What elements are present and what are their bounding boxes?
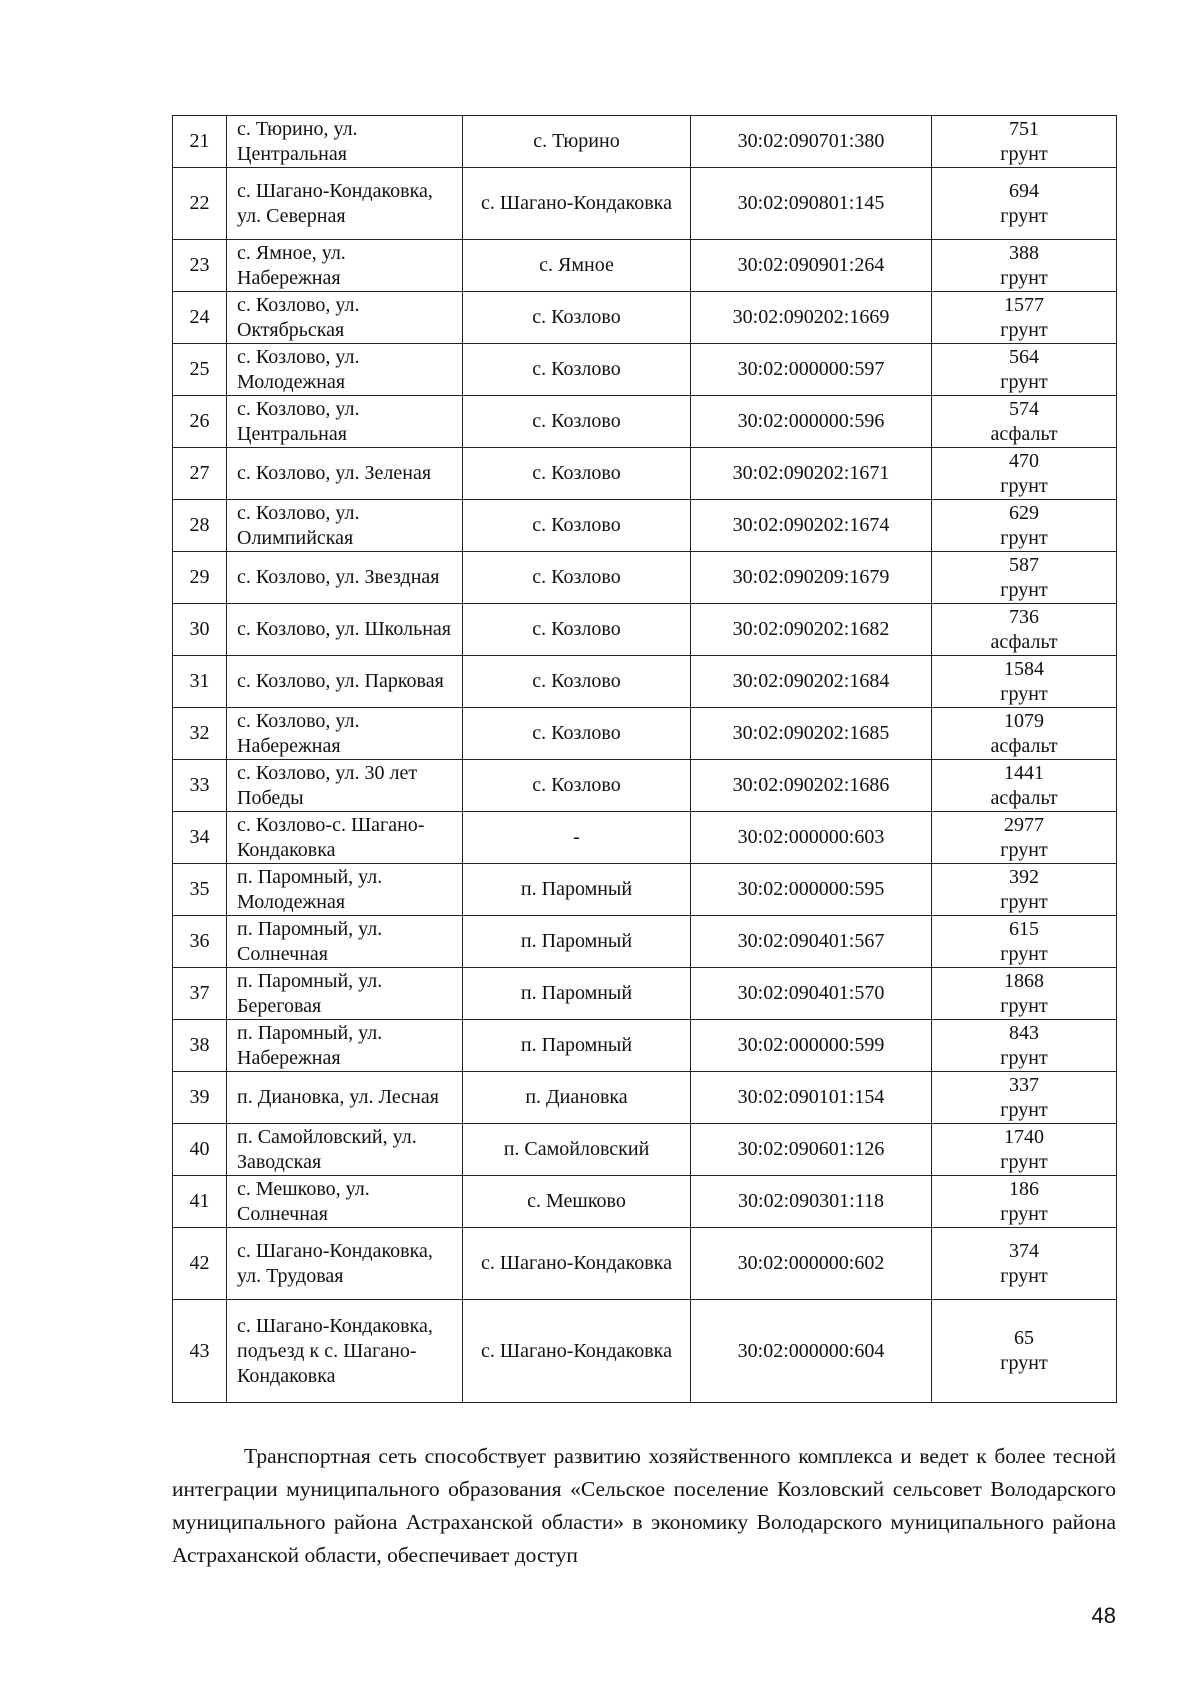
road-surface: грунт <box>1000 474 1048 497</box>
road-name: с. Козлово, ул. Олимпийская <box>227 500 463 552</box>
road-length-cell <box>932 1020 1117 1072</box>
road-name: с. Козлово, ул. Набережная <box>227 708 463 760</box>
table-row <box>173 760 1117 812</box>
settlement: с. Ямное <box>463 240 691 292</box>
settlement: с. Мешково <box>463 1176 691 1228</box>
cadastral-number: 30:02:000000:602 <box>691 1228 932 1300</box>
road-name: п. Паромный, ул. Береговая <box>227 968 463 1020</box>
road-length: 574 <box>1009 397 1039 420</box>
cadastral-number: 30:02:090202:1685 <box>691 708 932 760</box>
road-name: с. Ямное, ул. Набережная <box>227 240 463 292</box>
road-length-cell <box>932 1072 1117 1124</box>
body-paragraph: Транспортная сеть способствует развитию хозяйственного комплекса и ведет к более тесной интеграции муниципального образования «Сельское поселение Козловский сельсовет Володарского муниципального района Астраханской области» в экономику Володарского муниципального района Астраханской области, обеспечивает доступ <box>172 1444 1116 1567</box>
road-length-cell <box>932 1124 1117 1176</box>
road-length-cell <box>932 916 1117 968</box>
row-number: 34 <box>173 812 227 864</box>
table-row <box>173 292 1117 344</box>
road-length: 629 <box>1009 501 1039 524</box>
settlement: с. Козлово <box>463 604 691 656</box>
cadastral-number: 30:02:090202:1669 <box>691 292 932 344</box>
row-number: 24 <box>173 292 227 344</box>
settlement: п. Диановка <box>463 1072 691 1124</box>
table-row <box>173 116 1117 168</box>
settlement: с. Козлово <box>463 448 691 500</box>
row-number: 23 <box>173 240 227 292</box>
cadastral-number: 30:02:090202:1686 <box>691 760 932 812</box>
road-surface: грунт <box>1000 838 1048 861</box>
road-surface: грунт <box>1000 370 1048 393</box>
cadastral-number: 30:02:090209:1679 <box>691 552 932 604</box>
cadastral-number: 30:02:090401:567 <box>691 916 932 968</box>
road-length: 388 <box>1009 241 1039 264</box>
road-surface: грунт <box>1000 942 1048 965</box>
row-number: 41 <box>173 1176 227 1228</box>
cadastral-number: 30:02:090202:1684 <box>691 656 932 708</box>
cadastral-number: 30:02:090701:380 <box>691 116 932 168</box>
cadastral-number: 30:02:090901:264 <box>691 240 932 292</box>
settlement: п. Паромный <box>463 864 691 916</box>
road-surface: асфальт <box>990 786 1058 809</box>
table-row <box>173 1300 1117 1403</box>
table-row <box>173 1020 1117 1072</box>
road-surface: грунт <box>1000 1150 1048 1173</box>
road-length: 392 <box>1009 865 1039 888</box>
road-surface: грунт <box>1000 318 1048 341</box>
table-row <box>173 864 1117 916</box>
row-number: 21 <box>173 116 227 168</box>
road-surface: грунт <box>1000 682 1048 705</box>
cadastral-number: 30:02:000000:604 <box>691 1300 932 1403</box>
row-number: 22 <box>173 168 227 240</box>
road-surface: асфальт <box>990 422 1058 445</box>
road-length-cell <box>932 604 1117 656</box>
road-name: с. Шагано-Кондаковка, ул. Трудовая <box>227 1228 463 1300</box>
road-name: п. Паромный, ул. Солнечная <box>227 916 463 968</box>
road-name: с. Козлово, ул. Молодежная <box>227 344 463 396</box>
table-row <box>173 812 1117 864</box>
table-row <box>173 552 1117 604</box>
row-number: 33 <box>173 760 227 812</box>
road-length-cell <box>932 396 1117 448</box>
road-length: 1584 <box>1004 657 1044 680</box>
road-surface: грунт <box>1000 204 1048 227</box>
road-surface: грунт <box>1000 1202 1048 1225</box>
road-name: с. Мешково, ул. Солнечная <box>227 1176 463 1228</box>
road-length-cell <box>932 812 1117 864</box>
table-row <box>173 1176 1117 1228</box>
table-row <box>173 500 1117 552</box>
road-length-cell <box>932 1300 1117 1403</box>
table-row <box>173 708 1117 760</box>
road-length: 470 <box>1009 449 1039 472</box>
road-length-cell <box>932 760 1117 812</box>
row-number: 37 <box>173 968 227 1020</box>
road-name: с. Козлово, ул. Школьная <box>227 604 463 656</box>
row-number: 31 <box>173 656 227 708</box>
settlement: с. Козлово <box>463 292 691 344</box>
row-number: 36 <box>173 916 227 968</box>
row-number: 32 <box>173 708 227 760</box>
row-number: 28 <box>173 500 227 552</box>
cadastral-number: 30:02:000000:599 <box>691 1020 932 1072</box>
settlement: - <box>463 812 691 864</box>
road-length-cell <box>932 292 1117 344</box>
road-length-cell <box>932 968 1117 1020</box>
road-length-cell <box>932 864 1117 916</box>
settlement: п. Паромный <box>463 968 691 1020</box>
road-surface: грунт <box>1000 526 1048 549</box>
table-row <box>173 168 1117 240</box>
row-number: 29 <box>173 552 227 604</box>
settlement: с. Тюрино <box>463 116 691 168</box>
road-length-cell <box>932 344 1117 396</box>
road-name: с. Козлово, ул. Парковая <box>227 656 463 708</box>
road-length: 736 <box>1009 605 1039 628</box>
settlement: с. Козлово <box>463 656 691 708</box>
table-row <box>173 240 1117 292</box>
road-length-cell <box>932 448 1117 500</box>
road-surface: грунт <box>1000 994 1048 1017</box>
settlement: с. Козлово <box>463 708 691 760</box>
cadastral-number: 30:02:090801:145 <box>691 168 932 240</box>
road-length-cell <box>932 500 1117 552</box>
road-name: с. Козлово, ул. Центральная <box>227 396 463 448</box>
road-length: 337 <box>1009 1073 1039 1096</box>
settlement: с. Козлово <box>463 396 691 448</box>
row-number: 30 <box>173 604 227 656</box>
road-surface: грунт <box>1000 1098 1048 1121</box>
road-name: п. Паромный, ул. Набережная <box>227 1020 463 1072</box>
settlement: с. Шагано-Кондаковка <box>463 1300 691 1403</box>
road-surface: грунт <box>1000 1264 1048 1287</box>
cadastral-number: 30:02:090601:126 <box>691 1124 932 1176</box>
road-name: с. Козлово, ул. Звездная <box>227 552 463 604</box>
road-length: 694 <box>1009 179 1039 202</box>
road-surface: асфальт <box>990 630 1058 653</box>
cadastral-number: 30:02:000000:595 <box>691 864 932 916</box>
road-name: с. Тюрино, ул. Центральная <box>227 116 463 168</box>
cadastral-number: 30:02:000000:597 <box>691 344 932 396</box>
table-row <box>173 968 1117 1020</box>
road-name: с. Козлово, ул. Зеленая <box>227 448 463 500</box>
cadastral-number: 30:02:090301:118 <box>691 1176 932 1228</box>
road-length-cell <box>932 240 1117 292</box>
settlement: п. Самойловский <box>463 1124 691 1176</box>
road-surface: грунт <box>1000 1352 1048 1374</box>
road-name: п. Паромный, ул. Молодежная <box>227 864 463 916</box>
table-row <box>173 1072 1117 1124</box>
settlement: с. Козлово <box>463 552 691 604</box>
row-number: 40 <box>173 1124 227 1176</box>
road-name: с. Козлово, ул. Октябрьская <box>227 292 463 344</box>
settlement: п. Паромный <box>463 916 691 968</box>
row-number: 25 <box>173 344 227 396</box>
road-name: п. Диановка, ул. Лесная <box>227 1072 463 1124</box>
table-row <box>173 344 1117 396</box>
settlement: с. Козлово <box>463 760 691 812</box>
road-length: 1079 <box>1004 709 1044 732</box>
road-name: с. Шагано-Кондаковка, ул. Северная <box>227 168 463 240</box>
road-length-cell <box>932 168 1117 240</box>
table-row <box>173 916 1117 968</box>
settlement: с. Шагано-Кондаковка <box>463 1228 691 1300</box>
road-length: 1740 <box>1004 1125 1044 1148</box>
cadastral-number: 30:02:000000:603 <box>691 812 932 864</box>
road-length-cell <box>932 116 1117 168</box>
row-number: 35 <box>173 864 227 916</box>
road-name: п. Самойловский, ул. Заводская <box>227 1124 463 1176</box>
road-length-cell <box>932 552 1117 604</box>
row-number: 26 <box>173 396 227 448</box>
road-length: 186 <box>1009 1177 1039 1200</box>
road-length: 751 <box>1009 117 1039 140</box>
cadastral-number: 30:02:090202:1682 <box>691 604 932 656</box>
road-surface: грунт <box>1000 890 1048 913</box>
road-length: 65 <box>1014 1327 1034 1349</box>
settlement: с. Козлово <box>463 500 691 552</box>
row-number: 42 <box>173 1228 227 1300</box>
table-row <box>173 1228 1117 1300</box>
row-number: 43 <box>173 1300 227 1403</box>
road-length: 374 <box>1009 1239 1039 1262</box>
road-length: 1577 <box>1004 293 1044 316</box>
road-name: с. Шагано-Кондаковка, подъезд к с. Шагано-Кондаковка <box>227 1300 463 1403</box>
cadastral-number: 30:02:000000:596 <box>691 396 932 448</box>
cadastral-number: 30:02:090101:154 <box>691 1072 932 1124</box>
row-number: 39 <box>173 1072 227 1124</box>
cadastral-number: 30:02:090202:1671 <box>691 448 932 500</box>
road-surface: грунт <box>1000 266 1048 289</box>
road-length-cell <box>932 1228 1117 1300</box>
settlement: с. Козлово <box>463 344 691 396</box>
table-row <box>173 1124 1117 1176</box>
road-surface: грунт <box>1000 142 1048 165</box>
row-number: 27 <box>173 448 227 500</box>
table-row <box>173 448 1117 500</box>
road-length: 1441 <box>1004 761 1044 784</box>
roads-table <box>172 115 1117 1403</box>
road-length: 843 <box>1009 1021 1039 1044</box>
settlement: с. Шагано-Кондаковка <box>463 168 691 240</box>
table-row <box>173 604 1117 656</box>
road-length-cell <box>932 708 1117 760</box>
road-length: 587 <box>1009 553 1039 576</box>
page-number: 48 <box>1091 1603 1116 1628</box>
road-name: с. Козлово, ул. 30 лет Победы <box>227 760 463 812</box>
table-row <box>173 656 1117 708</box>
settlement: п. Паромный <box>463 1020 691 1072</box>
cadastral-number: 30:02:090202:1674 <box>691 500 932 552</box>
road-name: с. Козлово-с. Шагано-Кондаковка <box>227 812 463 864</box>
road-length: 615 <box>1009 917 1039 940</box>
road-surface: грунт <box>1000 1046 1048 1069</box>
road-length: 564 <box>1009 345 1039 368</box>
road-length: 1868 <box>1004 969 1044 992</box>
road-length-cell <box>932 1176 1117 1228</box>
row-number: 38 <box>173 1020 227 1072</box>
road-length-cell <box>932 656 1117 708</box>
table-row <box>173 396 1117 448</box>
road-surface: асфальт <box>990 734 1058 757</box>
cadastral-number: 30:02:090401:570 <box>691 968 932 1020</box>
road-length: 2977 <box>1004 813 1044 836</box>
roads-table-body <box>173 116 1117 1403</box>
road-surface: грунт <box>1000 578 1048 601</box>
